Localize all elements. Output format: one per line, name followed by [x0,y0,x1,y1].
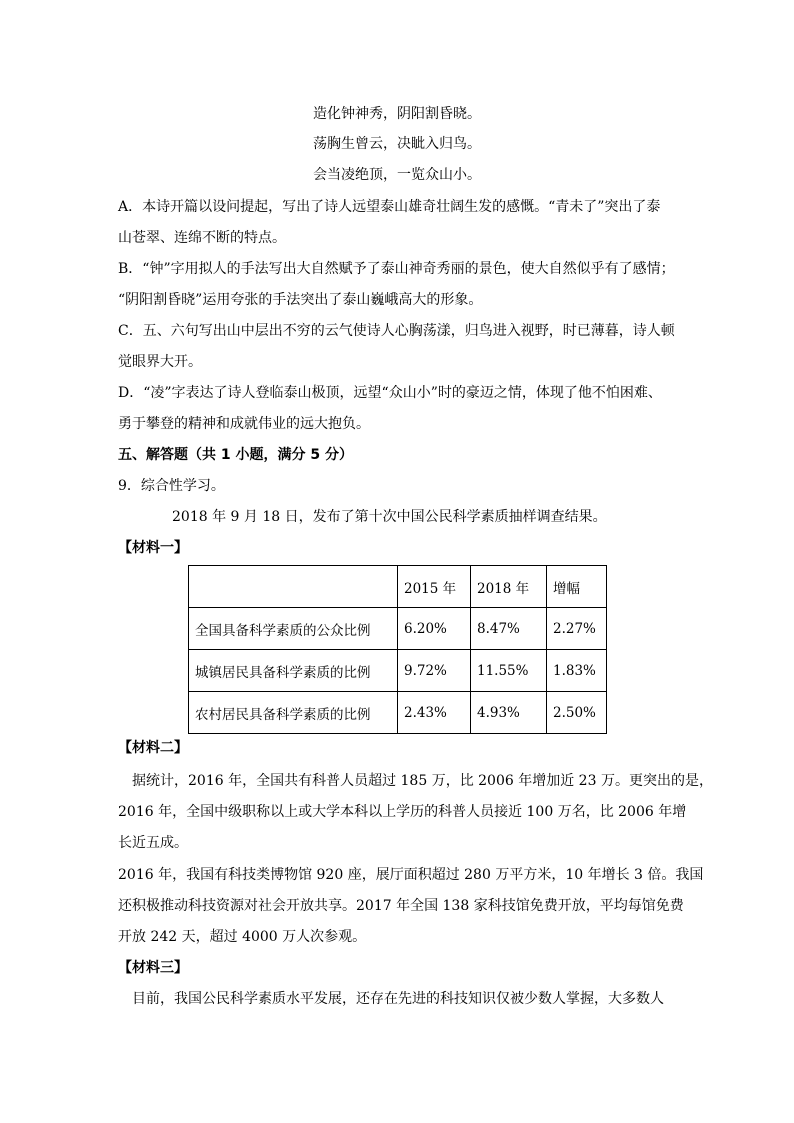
material-2-paragraph-2-line-2: 还积极推动科技资源对社会开放共享。2017 年全国 138 家科技馆免费开放，平均每馆免费 [118,898,684,914]
option-a-line-2: 山苍翠、连绵不断的特点。 [118,230,286,246]
table-header-cell: 增幅 [547,566,607,608]
poem-line-2: 荡胸生曾云，决眦入归鸟。 [313,136,481,152]
table-cell: 1.83% [547,650,607,692]
option-b-line-1: B．“钟”字用拟人的手法写出大自然赋予了泰山神奇秀丽的景色，使大自然似乎有了感情； [118,261,675,277]
material-2-paragraph-2-line-3: 开放 242 天，超过 4000 万人次参观。 [118,929,367,945]
option-d-line-2: 勇于攀登的精神和成就伟业的远大抱负。 [118,416,370,432]
table-cell: 4.93% [471,692,547,734]
option-d-line-1: D．“凌”字表达了诗人登临泰山极顶，远望“众山小”时的豪迈之情，体现了他不怕困难、 [118,385,662,401]
poem-line-1: 造化钟神秀，阴阳割昏晓。 [313,106,481,122]
table-header-cell: 2018 年 [471,566,547,608]
question-9: 9．综合性学习。 [118,478,225,494]
table-cell: 2.50% [547,692,607,734]
table-header-cell [189,566,398,608]
poem-line-3: 会当凌绝顶，一览众山小。 [313,167,481,183]
option-c-line-1: C．五、六句写出山中层出不穷的云气使诗人心胸荡漾，归鸟进入视野，时已薄暮，诗人顿 [118,323,675,339]
table-cell: 农村居民具备科学素质的比例 [189,692,398,734]
science-literacy-table [188,565,607,734]
material-3-label: 【材料三】 [118,960,188,976]
material-2-paragraph-1-line-1: 据统计，2016 年，全国共有科普人员超过 185 万，比 2006 年增加近 23 万。更突出的是， [132,773,713,789]
survey-intro: 2018 年 9 月 18 日，发布了第十次中国公民科学素质抽样调查结果。 [172,509,607,525]
material-2-label: 【材料二】 [118,740,188,756]
table-cell: 全国具备科学素质的公众比例 [189,608,398,650]
table-header-row [189,566,607,608]
table-header-cell: 2015 年 [398,566,471,608]
option-b-line-2: “阴阳割昏晓”运用夸张的手法突出了泰山巍峨高大的形象。 [118,292,483,308]
material-1-label: 【材料一】 [118,540,188,556]
table-cell: 2.43% [398,692,471,734]
table-cell: 6.20% [398,608,471,650]
material-2-paragraph-2-line-1: 2016 年，我国有科技类博物馆 920 座，展厅面积超过 280 万平方米，10 年增长 3 倍。我国 [118,867,704,883]
table-row [189,650,607,692]
option-c-line-2: 觉眼界大开。 [118,354,202,370]
table-row [189,608,607,650]
section-heading: 五、解答题（共 1 小题，满分 5 分） [118,447,353,463]
table-cell: 11.55% [471,650,547,692]
table-cell: 8.47% [471,608,547,650]
table-row [189,692,607,734]
table-cell: 城镇居民具备科学素质的比例 [189,650,398,692]
material-2-paragraph-1-line-2: 2016 年，全国中级职称以上或大学本科以上学历的科普人员接近 100 万名，比 2006 年增 [118,804,687,820]
option-a-line-1: A．本诗开篇以设问提起，写出了诗人远望泰山雄奇壮阔生发的感慨。“青未了”突出了泰 [118,199,661,215]
material-3-paragraph-1-line-1: 目前，我国公民科学素质水平发展，还存在先进的科技知识仅被少数人掌握，大多数人 [132,991,664,1007]
material-2-paragraph-1-line-3: 长近五成。 [118,835,188,851]
table-cell: 9.72% [398,650,471,692]
table-cell: 2.27% [547,608,607,650]
